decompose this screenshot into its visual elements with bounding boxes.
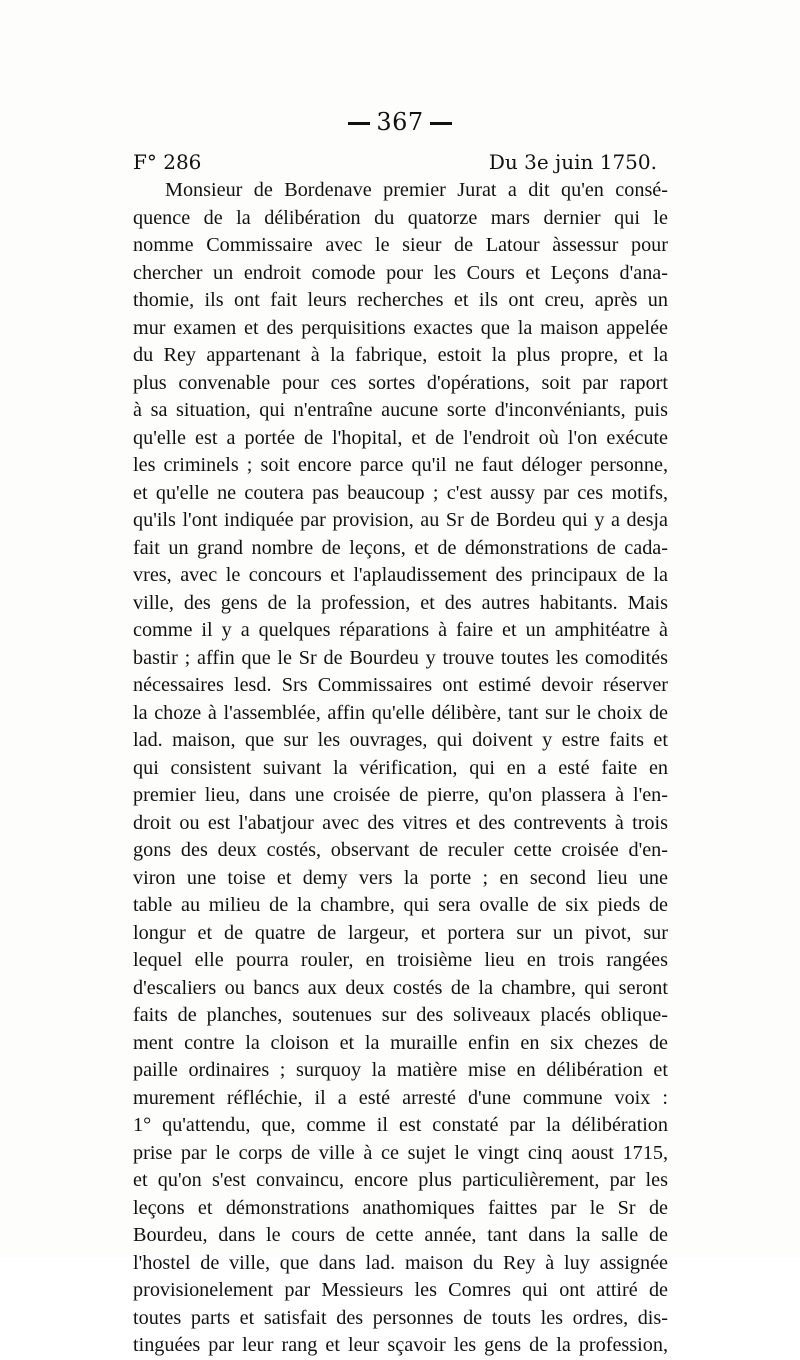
right-dash [430, 122, 452, 125]
text-line: premier lieu, dans une croisée de pierre, qu'on plassera à l'en- [133, 784, 668, 806]
text-line: 1° qu'attendu, que, comme il est constaté par la délibération [133, 1114, 668, 1136]
page-number [0, 108, 800, 136]
text-line: et qu'on s'est convaincu, encore plus particulièrement, par les [133, 1169, 668, 1191]
text-line: prise par le corps de ville à ce sujet le vingt cinq aoust 1715, [133, 1141, 668, 1164]
text-line: gons des deux costés, observant de reculer cette croisée d'en- [133, 839, 668, 861]
text-line: thomie, ils ont fait leurs recherches et ils ont creu, après un [133, 289, 668, 311]
text-line: longur et de quatre de largeur, et portera sur un pivot, sur [133, 921, 668, 944]
text-line: à sa situation, qui n'entraîne aucune sorte d'inconvéniants, puis [133, 399, 668, 421]
text-line: chercher un endroit comode pour les Cours et Leçons d'ana- [133, 261, 668, 284]
text-line: d'escaliers ou bancs aux deux costés de la chambre, qui seront [133, 976, 668, 999]
text-line: du Rey appartenant à la fabrique, estoit la plus propre, et la [133, 344, 668, 366]
text-line: qu'elle est a portée de l'hopital, et de l'endroit où l'on exécute [133, 426, 668, 449]
left-dash [348, 122, 370, 125]
text-line: Monsieur de Bordenave premier Jurat a dit qu'en consé- [165, 179, 668, 201]
text-line: leçons et démonstrations anathomiques faittes par le Sr de [133, 1196, 668, 1219]
text-line: qui consistent suivant la vérification, qui en a esté faite en [133, 756, 668, 779]
body-paragraph [133, 177, 668, 1360]
text-line: et qu'elle ne coutera pas beaucoup ; c'est aussy par ces motifs, [133, 481, 668, 504]
text-line: faits de planches, soutenues sur des soliveaux placés oblique- [133, 1004, 668, 1026]
text-line: droit ou est l'abatjour avec des vitres et des contrevents à trois [133, 811, 668, 834]
entry-date: Du 3e juin 1750. [488, 150, 657, 174]
text-line: ment contre la cloison et la muraille enfin en six chezes de [133, 1031, 668, 1054]
text-line: tinguées par leur rang et leur sçavoir les gens de la profession, [133, 1334, 668, 1356]
text-line: comme il y a quelques réparations à faire et un amphitéatre à [133, 619, 668, 641]
text-line: nécessaires lesd. Srs Commissaires ont estimé devoir réserver [133, 674, 668, 696]
text-line: toutes parts et satisfait des personnes de touts les ordres, dis- [133, 1306, 668, 1329]
page-number-text: 367 [376, 108, 424, 136]
text-line: vres, avec le concours et l'aplaudissement des principaux de la [133, 564, 668, 586]
folio-date-line [133, 150, 657, 180]
text-line: mur examen et des perquisitions exactes que la maison appelée [133, 316, 668, 339]
text-line: la choze à l'assemblée, affin qu'elle délibère, tant sur le choix de [133, 701, 668, 724]
text-line: paille ordinaires ; surquoy la matière mise en délibération et [133, 1059, 668, 1081]
text-line: quence de la délibération du quatorze mars dernier qui le [133, 206, 668, 229]
text-line: les criminels ; soit encore parce qu'il ne faut déloger personne, [133, 454, 668, 476]
text-line: table au milieu de la chambre, qui sera ovalle de six pieds de [133, 894, 668, 916]
text-line: bastir ; affin que le Sr de Bourdeu y trouve toutes les comodités [133, 646, 668, 669]
text-line: nomme Commissaire avec le sieur de Latour àssessur pour [133, 234, 668, 256]
folio-number: F° 286 [133, 150, 202, 174]
text-line: provisionelement par Messieurs les Comres qui ont attiré de [133, 1279, 668, 1301]
text-line: murement réfléchie, il a esté arresté d'une commune voix : [133, 1086, 668, 1109]
text-line: lad. maison, que sur les ouvrages, qui doivent y estre faits et [133, 729, 668, 751]
text-line: viron une toise et demy vers la porte ; en second lieu une [133, 866, 668, 889]
text-line: fait un grand nombre de leçons, et de démonstrations de cada- [133, 536, 668, 559]
text-line: qu'ils l'ont indiquée par provision, au Sr de Bordeu qui y a desja [133, 509, 668, 531]
text-line: lequel elle pourra rouler, en troisième lieu en trois rangées [133, 949, 668, 971]
text-line: ville, des gens de la profession, et des autres habitants. Mais [133, 591, 668, 614]
text-line: Bourdeu, dans le cours de cette année, tant dans la salle de [133, 1224, 668, 1246]
text-line: plus convenable pour ces sortes d'opérations, soit par raport [133, 371, 668, 394]
text-line: l'hostel de ville, que dans lad. maison du Rey à luy assignée [133, 1251, 668, 1274]
